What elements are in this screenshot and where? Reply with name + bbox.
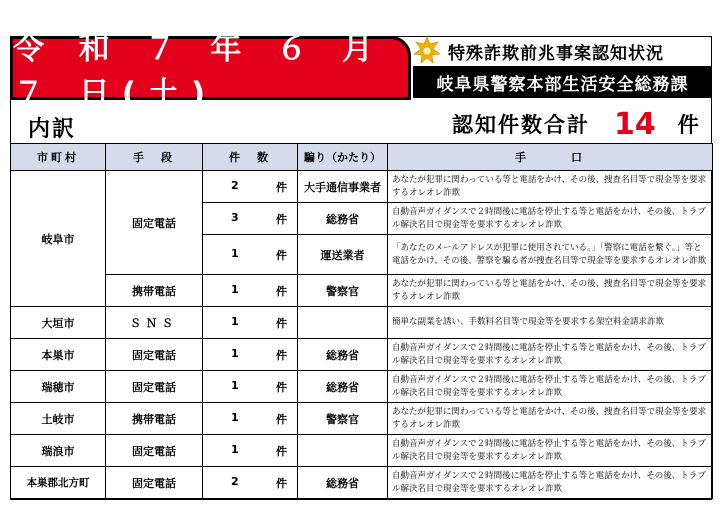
- count-cell: [203, 371, 298, 403]
- count-cell: [203, 467, 298, 499]
- count-unit: 件: [276, 180, 287, 194]
- table-row: [11, 371, 713, 403]
- impersonation-cell: 警察官: [298, 275, 388, 307]
- count-value: 2: [231, 178, 239, 192]
- method-cell: 自動音声ガイダンスで２時間後に電話を停止する等と電話をかけ、その後、トラブル解決名目で現金等を要求するオレオレ詐欺: [388, 203, 713, 235]
- table-row: [11, 403, 713, 435]
- count-value: 1: [231, 442, 239, 456]
- means-cell: 携帯電話: [106, 403, 203, 435]
- means-cell: 固定電話: [106, 371, 203, 403]
- count-unit: 件: [276, 248, 287, 262]
- count-unit: 件: [276, 476, 287, 490]
- count-cell: [203, 203, 298, 235]
- count-cell: [203, 235, 298, 275]
- city-cell: 瑞穂市: [11, 371, 106, 403]
- table-row: [11, 467, 713, 499]
- count-unit: 件: [276, 212, 287, 226]
- col-header-impersonation: 騙り（かたり）: [298, 144, 388, 171]
- count-value: 1: [231, 346, 239, 360]
- department-label: 岐阜県警察本部生活安全総務課: [413, 66, 712, 98]
- cases-table: [10, 143, 713, 499]
- count-unit: 件: [276, 348, 287, 362]
- police-badge-icon: [412, 36, 442, 66]
- city-cell: 大垣市: [11, 307, 106, 339]
- count-value: 3: [231, 210, 239, 224]
- city-cell: 本巣市: [11, 339, 106, 371]
- method-cell: 「あなたのメールアドレスが犯罪に使用されている。」「警察に電話を繋ぐ。」等と電話をかけ、その後、警察を騙る者が捜査名目等で現金等を要求するオレオレ詐欺: [388, 235, 713, 275]
- col-header-means: 手 段: [106, 144, 203, 171]
- count-cell: [203, 435, 298, 467]
- count-value: 1: [231, 282, 239, 296]
- col-header-method: 手 口: [388, 144, 713, 171]
- means-cell: ＳＮＳ: [106, 307, 203, 339]
- table-row: [11, 275, 713, 307]
- method-cell: あなたが犯罪に関わっている等と電話をかけ、その後、捜査名目等で現金等を要求するオレオレ詐欺: [388, 275, 713, 307]
- impersonation-cell: [298, 307, 388, 339]
- city-cell: 瑞浪市: [11, 435, 106, 467]
- table-row: [11, 171, 713, 203]
- count-value: 2: [231, 474, 239, 488]
- total-count: 14: [614, 106, 656, 142]
- city-cell: 本巣郡北方町: [11, 467, 106, 499]
- count-unit: 件: [276, 284, 287, 298]
- count-cell: [203, 171, 298, 203]
- method-cell: 簡単な副業を誘い、手数料名目等で現金等を要求する架空料金請求詐欺: [388, 307, 713, 339]
- count-cell: [203, 339, 298, 371]
- impersonation-cell: 総務省: [298, 467, 388, 499]
- method-cell: 自動音声ガイダンスで２時間後に電話を停止する等と電話をかけ、その後、トラブル解決名目で現金等を要求するオレオレ詐欺: [388, 467, 713, 499]
- count-unit: 件: [276, 444, 287, 458]
- city-cell: 岐阜市: [11, 171, 106, 307]
- count-value: 1: [231, 246, 239, 260]
- count-unit: 件: [276, 412, 287, 426]
- breakdown-heading: 内訳: [28, 117, 77, 142]
- means-cell: 固定電話: [106, 171, 203, 275]
- table-row: [11, 339, 713, 371]
- col-header-count: 件 数: [203, 144, 298, 171]
- count-cell: [203, 403, 298, 435]
- impersonation-cell: 総務省: [298, 339, 388, 371]
- table-row: [11, 307, 713, 339]
- count-unit: 件: [276, 316, 287, 330]
- means-cell: 携帯電話: [106, 275, 203, 307]
- report-title: 特殊詐欺前兆事案認知状況: [448, 43, 664, 64]
- method-cell: 自動音声ガイダンスで２時間後に電話を停止する等と電話をかけ、その後、トラブル解決名目で現金等を要求するオレオレ詐欺: [388, 435, 713, 467]
- method-cell: 自動音声ガイダンスで２時間後に電話を停止する等と電話をかけ、その後、トラブル解決名目で現金等を要求するオレオレ詐欺: [388, 371, 713, 403]
- method-cell: あなたが犯罪に関わっている等と電話をかけ、その後、捜査名目等で現金等を要求するオレオレ詐欺: [388, 403, 713, 435]
- count-value: 1: [231, 410, 239, 424]
- means-cell: 固定電話: [106, 467, 203, 499]
- count-cell: [203, 307, 298, 339]
- total-count-block: [452, 104, 699, 144]
- count-value: 1: [231, 314, 239, 328]
- table-header-row: [11, 144, 713, 171]
- method-cell: 自動音声ガイダンスで２時間後に電話を停止する等と電話をかけ、その後、トラブル解決名目で現金等を要求するオレオレ詐欺: [388, 339, 713, 371]
- impersonation-cell: 総務省: [298, 371, 388, 403]
- impersonation-cell: 警察官: [298, 403, 388, 435]
- means-cell: 固定電話: [106, 339, 203, 371]
- date-banner: [10, 31, 411, 112]
- table-row: [11, 435, 713, 467]
- method-cell: あなたが犯罪に関わっている等と電話をかけ、その後、捜査名目等で現金等を要求するオレオレ詐欺: [388, 171, 713, 203]
- count-cell: [203, 275, 298, 307]
- total-unit: 件: [677, 113, 699, 137]
- count-unit: 件: [276, 380, 287, 394]
- col-header-city: 市町村: [11, 144, 106, 171]
- impersonation-cell: [298, 435, 388, 467]
- means-cell: 固定電話: [106, 435, 203, 467]
- impersonation-cell: 大手通信事業者: [298, 171, 388, 203]
- impersonation-cell: 総務省: [298, 203, 388, 235]
- report-date: 令 和 ７ 年 ６ 月 ７ 日(土): [13, 31, 385, 112]
- total-label: 認知件数合計: [452, 113, 590, 137]
- count-value: 1: [231, 378, 239, 392]
- city-cell: 土岐市: [11, 403, 106, 435]
- impersonation-cell: 運送業者: [298, 235, 388, 275]
